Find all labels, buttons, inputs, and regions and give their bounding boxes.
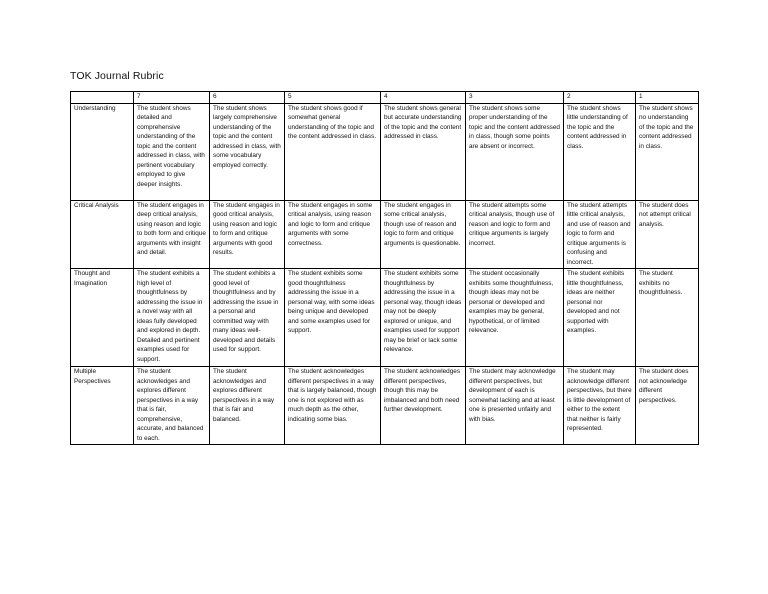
- rubric-cell: The student occasionally exhibits some thoughtfulness, though ideas may not be personal or developed and examples may be general, hypothetical, or of limited relevance.: [466, 269, 564, 367]
- header-score-6: 6: [210, 92, 285, 104]
- rubric-cell: The student exhibits no thoughtfulness.: [636, 269, 699, 367]
- rubric-row-understanding: [71, 103, 699, 200]
- rubric-cell: The student acknowledges and explores different perspectives in a way that is fair and balanced.: [210, 367, 285, 445]
- rubric-cell: The student does not acknowledge different perspectives.: [636, 367, 699, 445]
- rubric-cell: The student acknowledges different perspectives, though this may be imbalanced and both need further development.: [381, 367, 466, 445]
- rubric-cell: The student shows largely comprehensive understanding of the topic and the content addressed in class, with some vocabulary employed correctly.: [210, 103, 285, 200]
- rubric-cell: The student attempts little critical analysis, and use of reason and logic to form and critique arguments is confusing and incorrect.: [564, 200, 636, 269]
- rubric-cell: The student acknowledges different perspectives in a way that is largely balanced, though one is not explored with as much depth as the other, indicating some bias.: [285, 367, 381, 445]
- rubric-cell: The student shows good if somewhat general understanding of the topic and the content addressed in class.: [285, 103, 381, 200]
- rubric-cell: The student shows no understanding of the topic and the content addressed in class.: [636, 103, 699, 200]
- document-title: TOK Journal Rubric: [70, 70, 164, 82]
- rubric-cell: The student exhibits a good level of thoughtfulness and by addressing the issue in a personal and committed way with many ideas well-developed and details used for support.: [210, 269, 285, 367]
- header-score-5: 5: [285, 92, 381, 104]
- header-score-7: 7: [134, 92, 210, 104]
- rubric-cell: The student exhibits some thoughtfulness by addressing the issue in a personal way, though ideas may not be deeply explored or unique, and examples used for support may be brief or lack some relevance.: [381, 269, 466, 367]
- rubric-cell: The student shows some proper understanding of the topic and the content addressed in class, though some points are absent or incorrect.: [466, 103, 564, 200]
- rubric-cell: The student engages in some critical analysis, though use of reason and logic to form and critique arguments is questionable.: [381, 200, 466, 269]
- rubric-cell: The student may acknowledge different perspectives, but there is little development of either to the extent that neither is fairly represented.: [564, 367, 636, 445]
- header-row: [71, 92, 699, 104]
- rubric-row-thought-and-imagination: [71, 269, 699, 367]
- criterion-label: Understanding: [71, 103, 134, 200]
- rubric-cell: The student exhibits a high level of thoughtfulness by addressing the issue in a novel way with all ideas fully developed and explored in depth. Detailed and pertinent examples used for support.: [134, 269, 210, 367]
- rubric-table: [70, 91, 699, 445]
- rubric-cell: The student shows detailed and comprehensive understanding of the topic and the content addressed in class, with pertinent vocabulary employed to give deeper insights.: [134, 103, 210, 200]
- criterion-label: Multiple Perspectives: [71, 367, 134, 445]
- rubric-cell: The student may acknowledge different perspectives, but development of each is somewhat lacking and at least one is presented unfairly and with bias.: [466, 367, 564, 445]
- rubric-row-critical-analysis: [71, 200, 699, 269]
- rubric-cell: The student engages in some critical analysis, using reason and logic to form and critique arguments with some correctness.: [285, 200, 381, 269]
- header-score-1: 1: [636, 92, 699, 104]
- header-score-3: 3: [466, 92, 564, 104]
- criterion-label: Critical Analysis: [71, 200, 134, 269]
- rubric-cell: The student attempts some critical analysis, though use of reason and logic to form and critique arguments is largely incorrect.: [466, 200, 564, 269]
- rubric-cell: The student shows little understanding of the topic and the content addressed in class.: [564, 103, 636, 200]
- header-score-2: 2: [564, 92, 636, 104]
- header-criterion: [71, 92, 134, 104]
- rubric-cell: The student exhibits little thoughtfulness, ideas are neither personal nor developed and not supported with examples.: [564, 269, 636, 367]
- rubric-cell: The student engages in good critical analysis, using reason and logic to form and critique arguments with good results.: [210, 200, 285, 269]
- rubric-cell: The student acknowledges and explores different perspectives in a way that is fair, comprehensive, accurate, and balanced to each.: [134, 367, 210, 445]
- rubric-cell: The student does not attempt critical analysis.: [636, 200, 699, 269]
- rubric-cell: The student exhibits some good thoughtfulness addressing the issue in a personal way, with some ideas being unique and developed and some examples used for support.: [285, 269, 381, 367]
- rubric-cell: The student shows general but accurate understanding of the topic and the content addressed in class.: [381, 103, 466, 200]
- rubric-cell: The student engages in deep critical analysis, using reason and logic to both form and critique arguments with insight and detail.: [134, 200, 210, 269]
- header-score-4: 4: [381, 92, 466, 104]
- criterion-label: Thought and Imagination: [71, 269, 134, 367]
- rubric-row-multiple-perspectives: [71, 367, 699, 445]
